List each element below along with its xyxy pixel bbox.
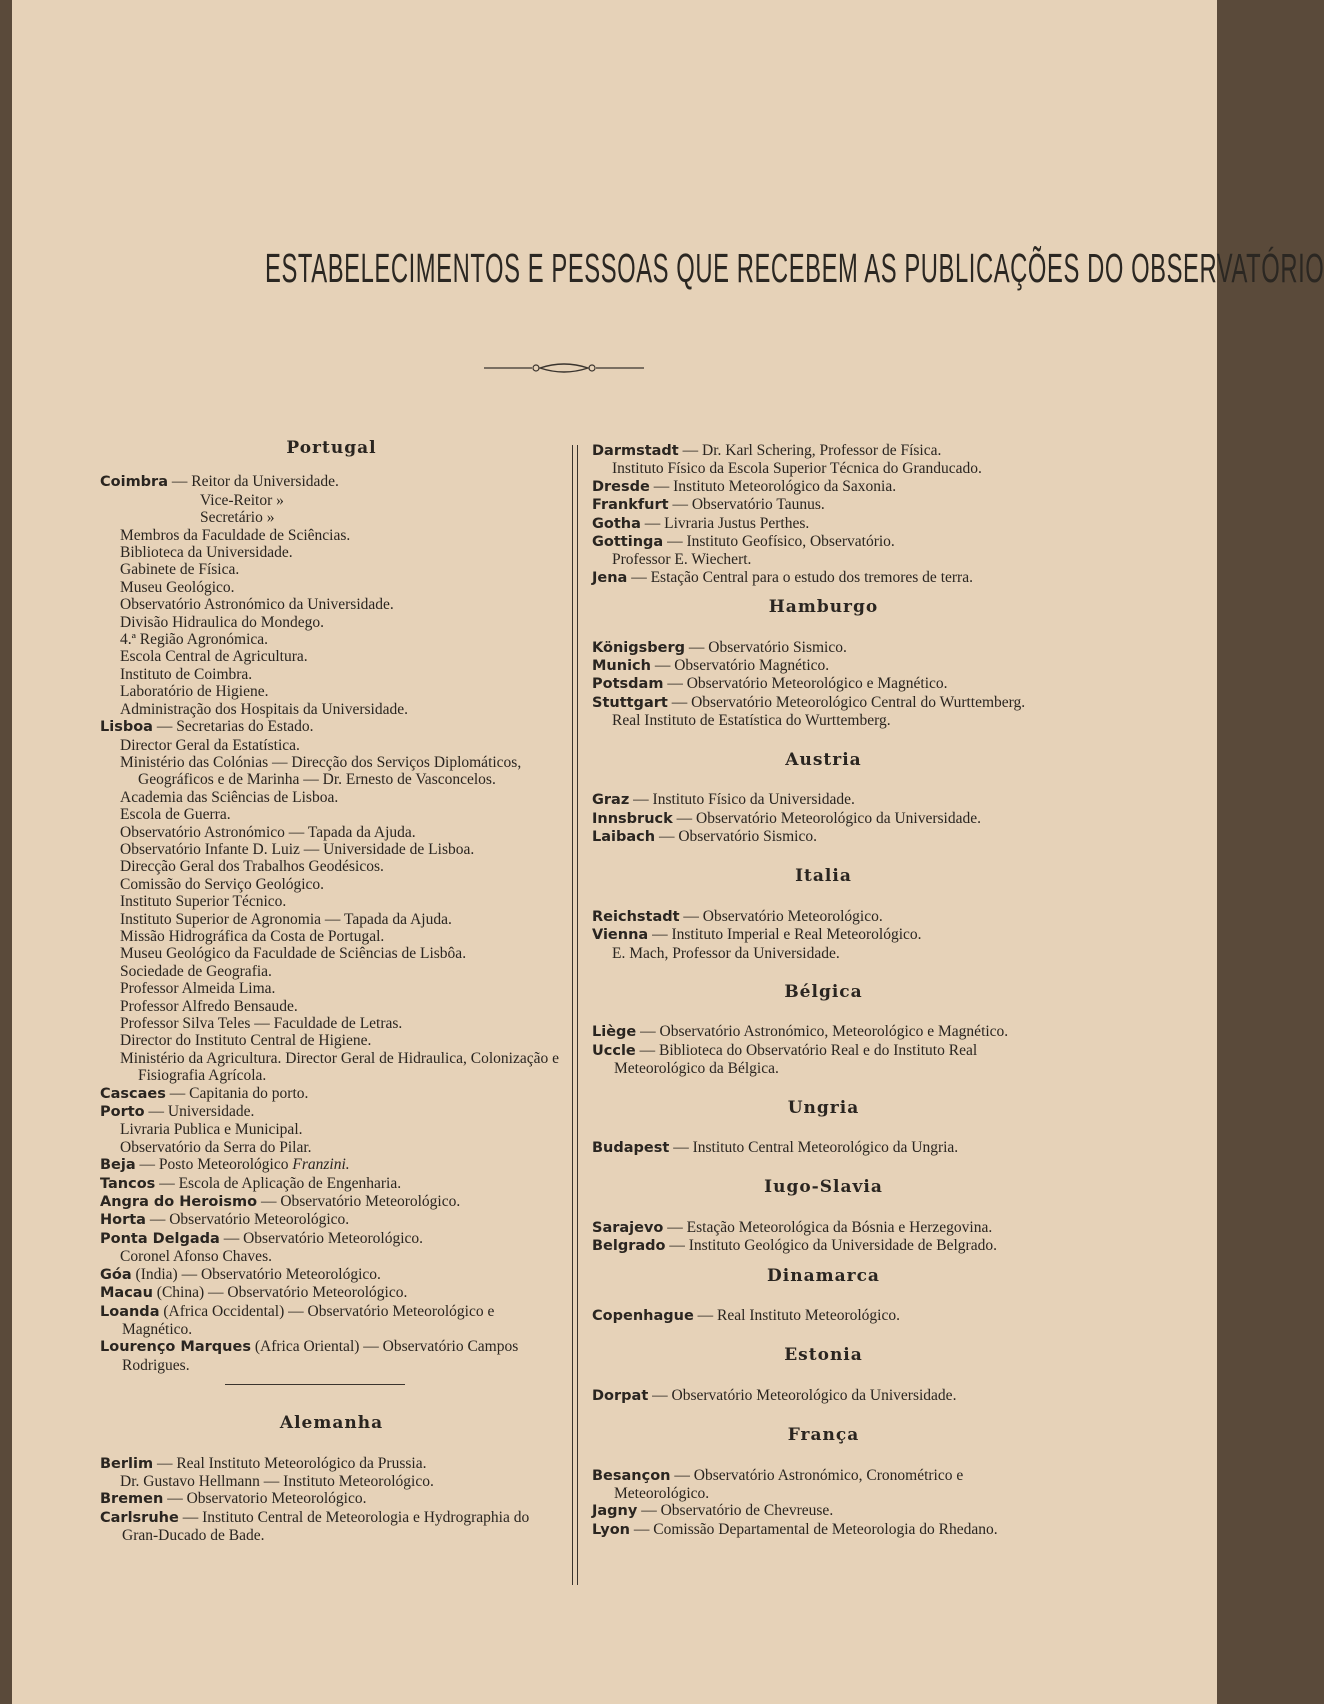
list-item: Real Instituto de Estatística do Wurttemberg. [612, 712, 891, 730]
entry-lyon: Lyon — Comissão Departamental de Meteorologia do Rhedano. [592, 1520, 998, 1538]
entry-dresde: Dresde — Instituto Meteorológico da Saxonia. [592, 477, 897, 495]
entry-belgrado: Belgrado — Instituto Geológico da Universidade de Belgrado. [592, 1237, 997, 1255]
list-item: Professor Alfredo Bensaude. [120, 997, 298, 1015]
entry-potsdam: Potsdam — Observatório Meteorológico e Magnético. [592, 675, 948, 693]
entry-gottinga: Gottinga — Instituto Geofísico, Observatório. [592, 533, 895, 551]
section-heading-estonia: Estonia [784, 1345, 863, 1366]
entry-innsbruck: Innsbruck — Observatório Meteorológico da Universidade. [592, 809, 981, 827]
entry-ponta-delgada: Ponta Delgada — Observatório Meteorológico. [100, 1229, 424, 1247]
list-item: Professor Almeida Lima. [120, 980, 276, 998]
entry-vienna: Vienna — Instituto Imperial e Real Meteorológico. [592, 926, 922, 944]
section-heading-austria: Austria [785, 749, 862, 770]
entry-beja: Beja — Posto Meteorológico Franzini. [100, 1156, 350, 1174]
entry-coimbra: Coimbra — Reitor da Universidade. [100, 473, 339, 491]
section-heading-italia: Italia [795, 866, 852, 887]
entry-lourenco-marques: Lourenço Marques (Africa Oriental) — Observatório Campos Rodrigues. [100, 1338, 519, 1374]
entry-goa: Góa (India) — Observatório Meteorológico. [100, 1265, 381, 1283]
list-item: Biblioteca da Universidade. [120, 544, 293, 562]
list-item: Director Geral da Estatística. [120, 736, 300, 754]
list-item: Sociedade de Geografia. [120, 962, 272, 980]
entry-munich: Munich — Observatório Magnético. [592, 657, 830, 675]
entry-macau: Macau (China) — Observatório Meteorológico. [100, 1284, 408, 1302]
section-heading-ungria: Ungria [787, 1097, 860, 1118]
list-item: Professor E. Wiechert. [612, 551, 752, 569]
entry-lisboa: Lisboa — Secretarias do Estado. [100, 718, 314, 736]
list-item: Ministério das Colónias — Direcção dos Serviços Diplomáticos, Geográficos e de Marinha — Dr. Ernesto de Vasconcelos. [120, 753, 522, 789]
entry-darmstadt: Darmstadt — Dr. Karl Schering, Professor de Física. [592, 442, 942, 459]
right-column [592, 442, 1055, 1539]
ornament-divider [484, 360, 644, 376]
document-page [12, 0, 1324, 1704]
entry-stuttgart: Stuttgart — Observatório Meteorológico Central do Wurttemberg. [592, 693, 1026, 711]
list-item: 4.ª Região Agronómica. [120, 631, 269, 649]
entry-secretario: Secretário » [200, 509, 275, 527]
entry-frankfurt: Frankfurt — Observatório Taunus. [592, 496, 825, 514]
column-divider [572, 445, 578, 1585]
entry-dorpat: Dorpat — Observatório Meteorológico da Universidade. [592, 1386, 957, 1404]
section-heading-portugal: Portugal [286, 438, 377, 458]
section-heading-belgica: Bélgica [784, 981, 863, 1002]
list-item: Academia das Sciências de Lisboa. [120, 788, 339, 806]
section-rule [225, 1384, 405, 1385]
list-item: Laboratório de Higiene. [120, 683, 269, 701]
list-item: Administração dos Hospitais da Universidade. [120, 700, 408, 718]
entry-tancos: Tancos — Escola de Aplicação de Engenharia. [100, 1174, 402, 1192]
entry-loanda: Loanda (Africa Occidental) — Observatório Meteorológico e Magnético. [100, 1302, 495, 1338]
coimbra-list [100, 527, 563, 718]
lisboa-list [100, 737, 563, 1085]
list-item: Instituto de Coimbra. [120, 665, 253, 683]
list-item: Observatório Astronómico — Tapada da Ajuda. [120, 823, 416, 841]
entry-laibach: Laibach — Observatório Sismico. [592, 827, 817, 845]
list-item: Dr. Gustavo Hellmann — Instituto Meteorológico. [120, 1472, 434, 1490]
list-item: Livraria Publica e Municipal. [120, 1121, 303, 1139]
list-item: Escola Central de Agricultura. [120, 648, 308, 666]
entry-reichstadt: Reichstadt — Observatório Meteorológico. [592, 907, 883, 925]
entry-vice-reitor: Vice-Reitor » [200, 491, 284, 509]
entry-angra: Angra do Heroismo — Observatório Meteorológico. [100, 1193, 461, 1211]
entry-bremen: Bremen — Observatorio Meteorológico. [100, 1490, 367, 1508]
list-item: Gabinete de Física. [120, 561, 240, 579]
left-column [100, 440, 563, 1545]
entry-cascaes: Cascaes — Capitania do porto. [100, 1084, 309, 1102]
list-item: Observatório Astronómico da Universidade. [120, 596, 394, 614]
entry-porto: Porto — Universidade. [100, 1103, 255, 1121]
list-item: Membros da Faculdade de Sciências. [120, 526, 351, 544]
section-heading-iugo-slavia: Iugo-Slavia [764, 1177, 883, 1198]
entry-sarajevo: Sarajevo — Estação Meteorológica da Bósnia e Herzegovina. [592, 1218, 993, 1236]
list-item: Missão Hidrográfica da Costa de Portugal. [120, 927, 385, 945]
list-item: E. Mach, Professor da Universidade. [612, 944, 840, 962]
list-item: Museu Geológico. [120, 578, 235, 596]
list-item: Director do Instituto Central de Higiene. [120, 1032, 372, 1050]
section-heading-hamburgo: Hamburgo [768, 597, 879, 618]
list-item: Divisão Hidraulica do Mondego. [120, 613, 325, 631]
entry-uccle: Uccle — Biblioteca do Observatório Real e do Instituto Real Meteorológico da Bélgica. [592, 1041, 978, 1078]
section-heading-dinamarca: Dinamarca [767, 1265, 880, 1286]
list-item: Ministério da Agricultura. Director Geral de Hidraulica, Colonização e Fisiografia Agrícola. [120, 1049, 560, 1085]
list-item: Instituto Superior Técnico. [120, 893, 287, 911]
entry-berlim: Berlim — Real Instituto Meteorológico da Prussia. [100, 1454, 427, 1472]
list-item: Museu Geológico da Faculdade de Sciências de Lisbôa. [120, 945, 467, 963]
section-heading-franca: França [787, 1425, 860, 1446]
entry-jena: Jena — Estação Central para o estudo dos tremores de terra. [592, 568, 973, 586]
list-item: Comissão do Serviço Geológico. [120, 875, 325, 893]
entry-horta: Horta — Observatório Meteorológico. [100, 1211, 350, 1229]
entry-carlsruhe: Carlsruhe — Instituto Central de Meteorologia e Hydrographia do Gran-Ducado de Bade. [100, 1508, 530, 1545]
section-heading-alemanha: Alemanha [279, 1413, 384, 1434]
page-title: ESTABELECIMENTOS E PESSOAS QUE RECEBEM AS PUBLICAÇÕES DO OBSERVATÓRIO [265, 245, 1324, 291]
list-item: Escola de Guerra. [120, 806, 231, 824]
entry-graz: Graz — Instituto Físico da Universidade. [592, 791, 855, 809]
entry-konigsberg: Königsberg — Observatório Sismico. [592, 638, 847, 656]
list-item: Observatório Infante D. Luiz — Universidade de Lisboa. [120, 840, 475, 858]
list-item: Observatório da Serra do Pilar. [120, 1138, 312, 1156]
list-item: Direcção Geral dos Trabalhos Geodésicos. [120, 858, 384, 876]
list-item: Coronel Afonso Chaves. [120, 1248, 272, 1266]
entry-liege: Liège — Observatório Astronómico, Meteorológico e Magnético. [592, 1023, 1009, 1041]
list-item: Professor Silva Teles — Faculdade de Letras. [120, 1015, 403, 1032]
list-item: Instituto Superior de Agronomia — Tapada da Ajuda. [120, 910, 452, 928]
entry-jagny: Jagny — Observatório de Chevreuse. [592, 1502, 834, 1520]
list-item: Instituto Físico da Escola Superior Técnica do Granducado. [612, 460, 982, 478]
entry-budapest: Budapest — Instituto Central Meteorológico da Ungria. [592, 1138, 959, 1156]
entry-copenhague: Copenhague — Real Instituto Meteorológico. [592, 1307, 900, 1324]
entry-besancon: Besançon — Observatório Astronómico, Cronométrico e Meteorológico. [592, 1466, 964, 1503]
entry-gotha: Gotha — Livraria Justus Perthes. [592, 514, 810, 532]
